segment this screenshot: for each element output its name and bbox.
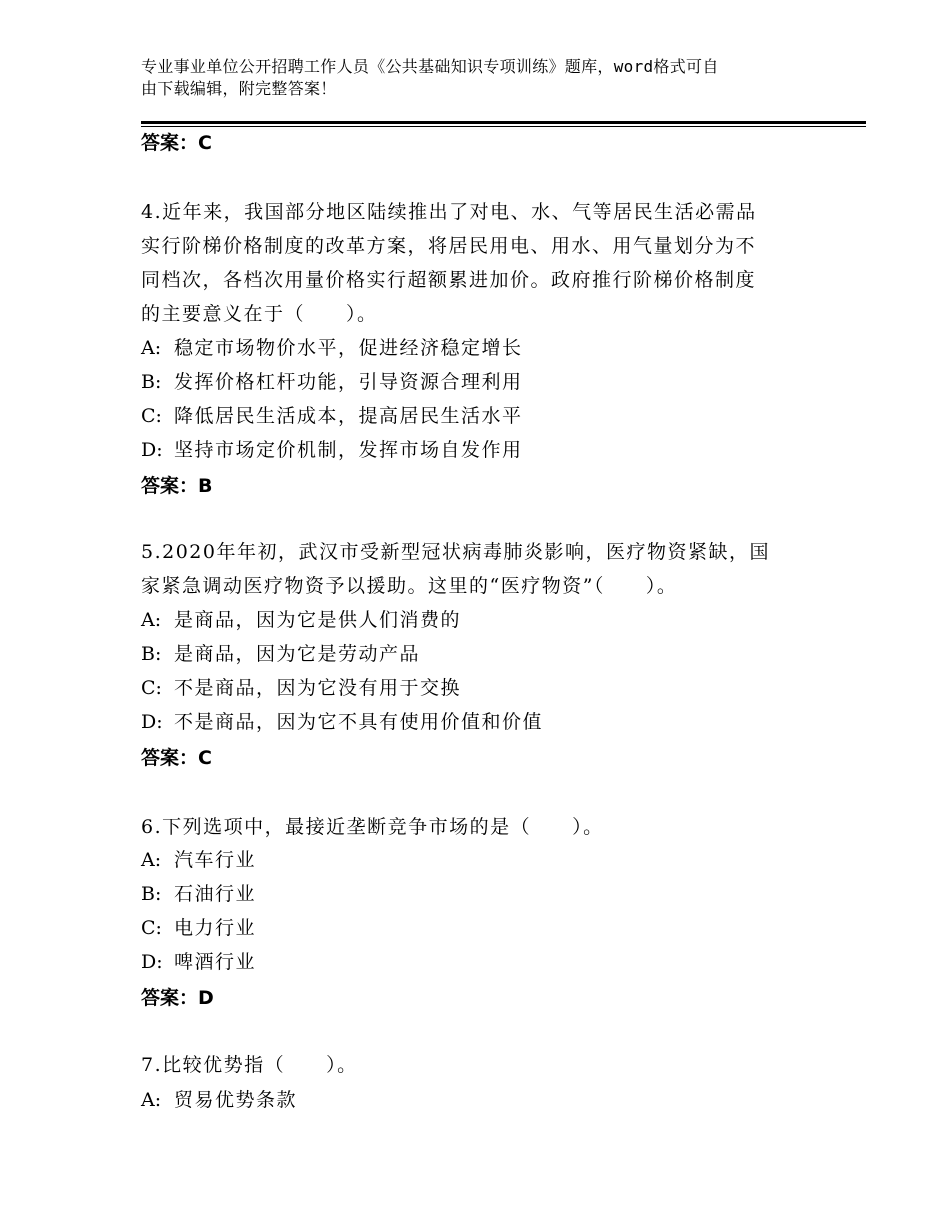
option-text: 不是商品，因为它没有用于交换	[174, 677, 462, 699]
option-letter: D:	[141, 711, 163, 733]
question-5-option-a	[141, 608, 461, 632]
question-7-text	[141, 1048, 801, 1082]
question-6-line-1: 6.下列选项中，最接近垄断竞争市场的是（ ）。	[141, 816, 604, 838]
option-letter: B:	[141, 643, 162, 665]
header-rule-thin	[141, 126, 866, 127]
option-letter: D:	[141, 951, 163, 973]
option-text: 石油行业	[174, 883, 257, 905]
question-6-option-d	[141, 950, 256, 974]
question-7-line-1: 7.比较优势指（ ）。	[141, 1054, 358, 1076]
question-4-option-c	[141, 404, 523, 428]
option-text: 是商品，因为它是供人们消费的	[174, 609, 462, 631]
question-4-line-1: 4.近年来，我国部分地区陆续推出了对电、水、气等居民生活必需品	[141, 201, 757, 223]
document-header	[141, 56, 821, 100]
option-letter: A:	[141, 849, 162, 871]
question-4-line-3: 同档次，各档次用量价格实行超额累进加价。政府推行阶梯价格制度	[141, 269, 757, 291]
question-4-line-4: 的主要意义在于（ ）。	[141, 303, 378, 325]
option-letter: B:	[141, 883, 162, 905]
header-line-2: 由下载编辑，附完整答案！	[141, 79, 337, 98]
option-letter: A:	[141, 609, 162, 631]
question-4-option-b	[141, 370, 523, 394]
question-5-option-d	[141, 710, 543, 734]
header-line-1: 专业事业单位公开招聘工作人员《公共基础知识专项训练》题库，word格式可自	[141, 57, 719, 76]
question-6-text	[141, 810, 801, 844]
question-6-option-a	[141, 848, 256, 872]
question-4-answer: 答案：B	[141, 475, 213, 497]
option-text: 电力行业	[174, 917, 257, 939]
option-letter: D:	[141, 439, 163, 461]
question-4-option-d	[141, 438, 523, 462]
question-6-answer: 答案：D	[141, 987, 214, 1009]
answer-prev: 答案：C	[141, 132, 212, 154]
question-4-line-2: 实行阶梯价格制度的改革方案，将居民用电、用水、用气量划分为不	[141, 235, 757, 257]
option-text: 不是商品，因为它不具有使用价值和价值	[174, 711, 544, 733]
question-5-answer: 答案：C	[141, 747, 212, 769]
option-text: 啤酒行业	[174, 951, 257, 973]
option-letter: A:	[141, 337, 162, 359]
option-text: 发挥价格杠杆功能，引导资源合理利用	[174, 371, 523, 393]
option-text: 稳定市场物价水平，促进经济稳定增长	[174, 337, 523, 359]
option-letter: C:	[141, 405, 162, 427]
option-text: 坚持市场定价机制，发挥市场自发作用	[174, 439, 523, 461]
question-5-text	[141, 535, 801, 603]
question-6-option-b	[141, 882, 256, 906]
option-text: 降低居民生活成本，提高居民生活水平	[174, 405, 523, 427]
question-6-option-c	[141, 916, 256, 940]
question-5-line-2: 家紧急调动医疗物资予以援助。这里的“医疗物资”（ ）。	[141, 575, 678, 597]
question-5-option-c	[141, 676, 461, 700]
option-letter: C:	[141, 917, 162, 939]
option-text: 是商品，因为它是劳动产品	[174, 643, 421, 665]
option-text: 贸易优势条款	[174, 1089, 298, 1111]
question-4-option-a	[141, 336, 523, 360]
option-letter: B:	[141, 371, 162, 393]
question-5-line-1: 5.2020年年初，武汉市受新型冠状病毒肺炎影响，医疗物资紧缺，国	[141, 541, 770, 563]
option-text: 汽车行业	[174, 849, 257, 871]
option-letter: A:	[141, 1089, 162, 1111]
question-4-text	[141, 195, 801, 331]
question-5-option-b	[141, 642, 420, 666]
option-letter: C:	[141, 677, 162, 699]
header-rule-thick	[141, 121, 866, 124]
question-7-option-a	[141, 1088, 297, 1112]
